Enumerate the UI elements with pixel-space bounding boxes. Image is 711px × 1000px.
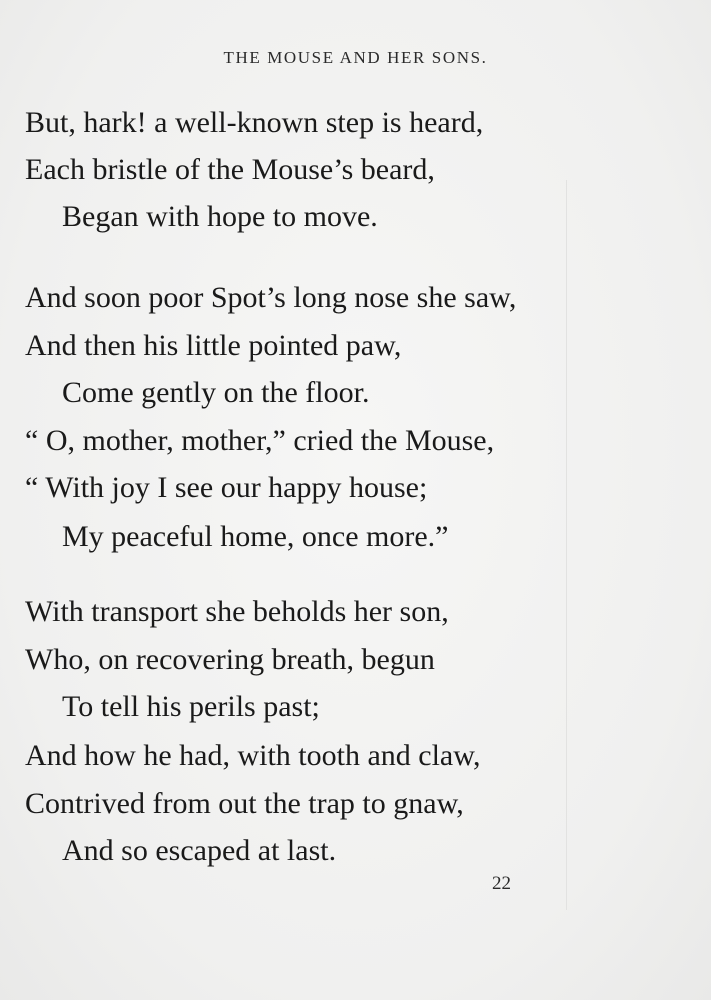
poem-line: To tell his perils past; xyxy=(62,690,320,723)
running-head: THE MOUSE AND HER SONS. xyxy=(223,48,488,67)
poem-line: “ With joy I see our happy house; xyxy=(25,471,428,504)
page-edge-shadow xyxy=(566,180,567,910)
poem-line: And so escaped at last. xyxy=(62,834,337,867)
poem-line: And soon poor Spot’s long nose she saw, xyxy=(25,281,517,314)
poem-line: With transport she beholds her son, xyxy=(25,595,449,628)
poem-line: Each bristle of the Mouse’s beard, xyxy=(25,153,435,186)
poem-line: And then his little pointed paw, xyxy=(25,329,402,362)
poem-line: Who, on recovering breath, begun xyxy=(25,643,435,676)
poem-line: And how he had, with tooth and claw, xyxy=(25,739,481,772)
page-number: 22 xyxy=(492,873,511,894)
poem-line: My peaceful home, once more.” xyxy=(62,520,449,553)
poem-line: Began with hope to move. xyxy=(62,200,378,233)
poem-line: Contrived from out the trap to gnaw, xyxy=(25,787,464,820)
poem-line: But, hark! a well-known step is heard, xyxy=(25,106,484,139)
poem-line: “ O, mother, mother,” cried the Mouse, xyxy=(25,424,495,457)
poem-line: Come gently on the floor. xyxy=(62,376,370,409)
